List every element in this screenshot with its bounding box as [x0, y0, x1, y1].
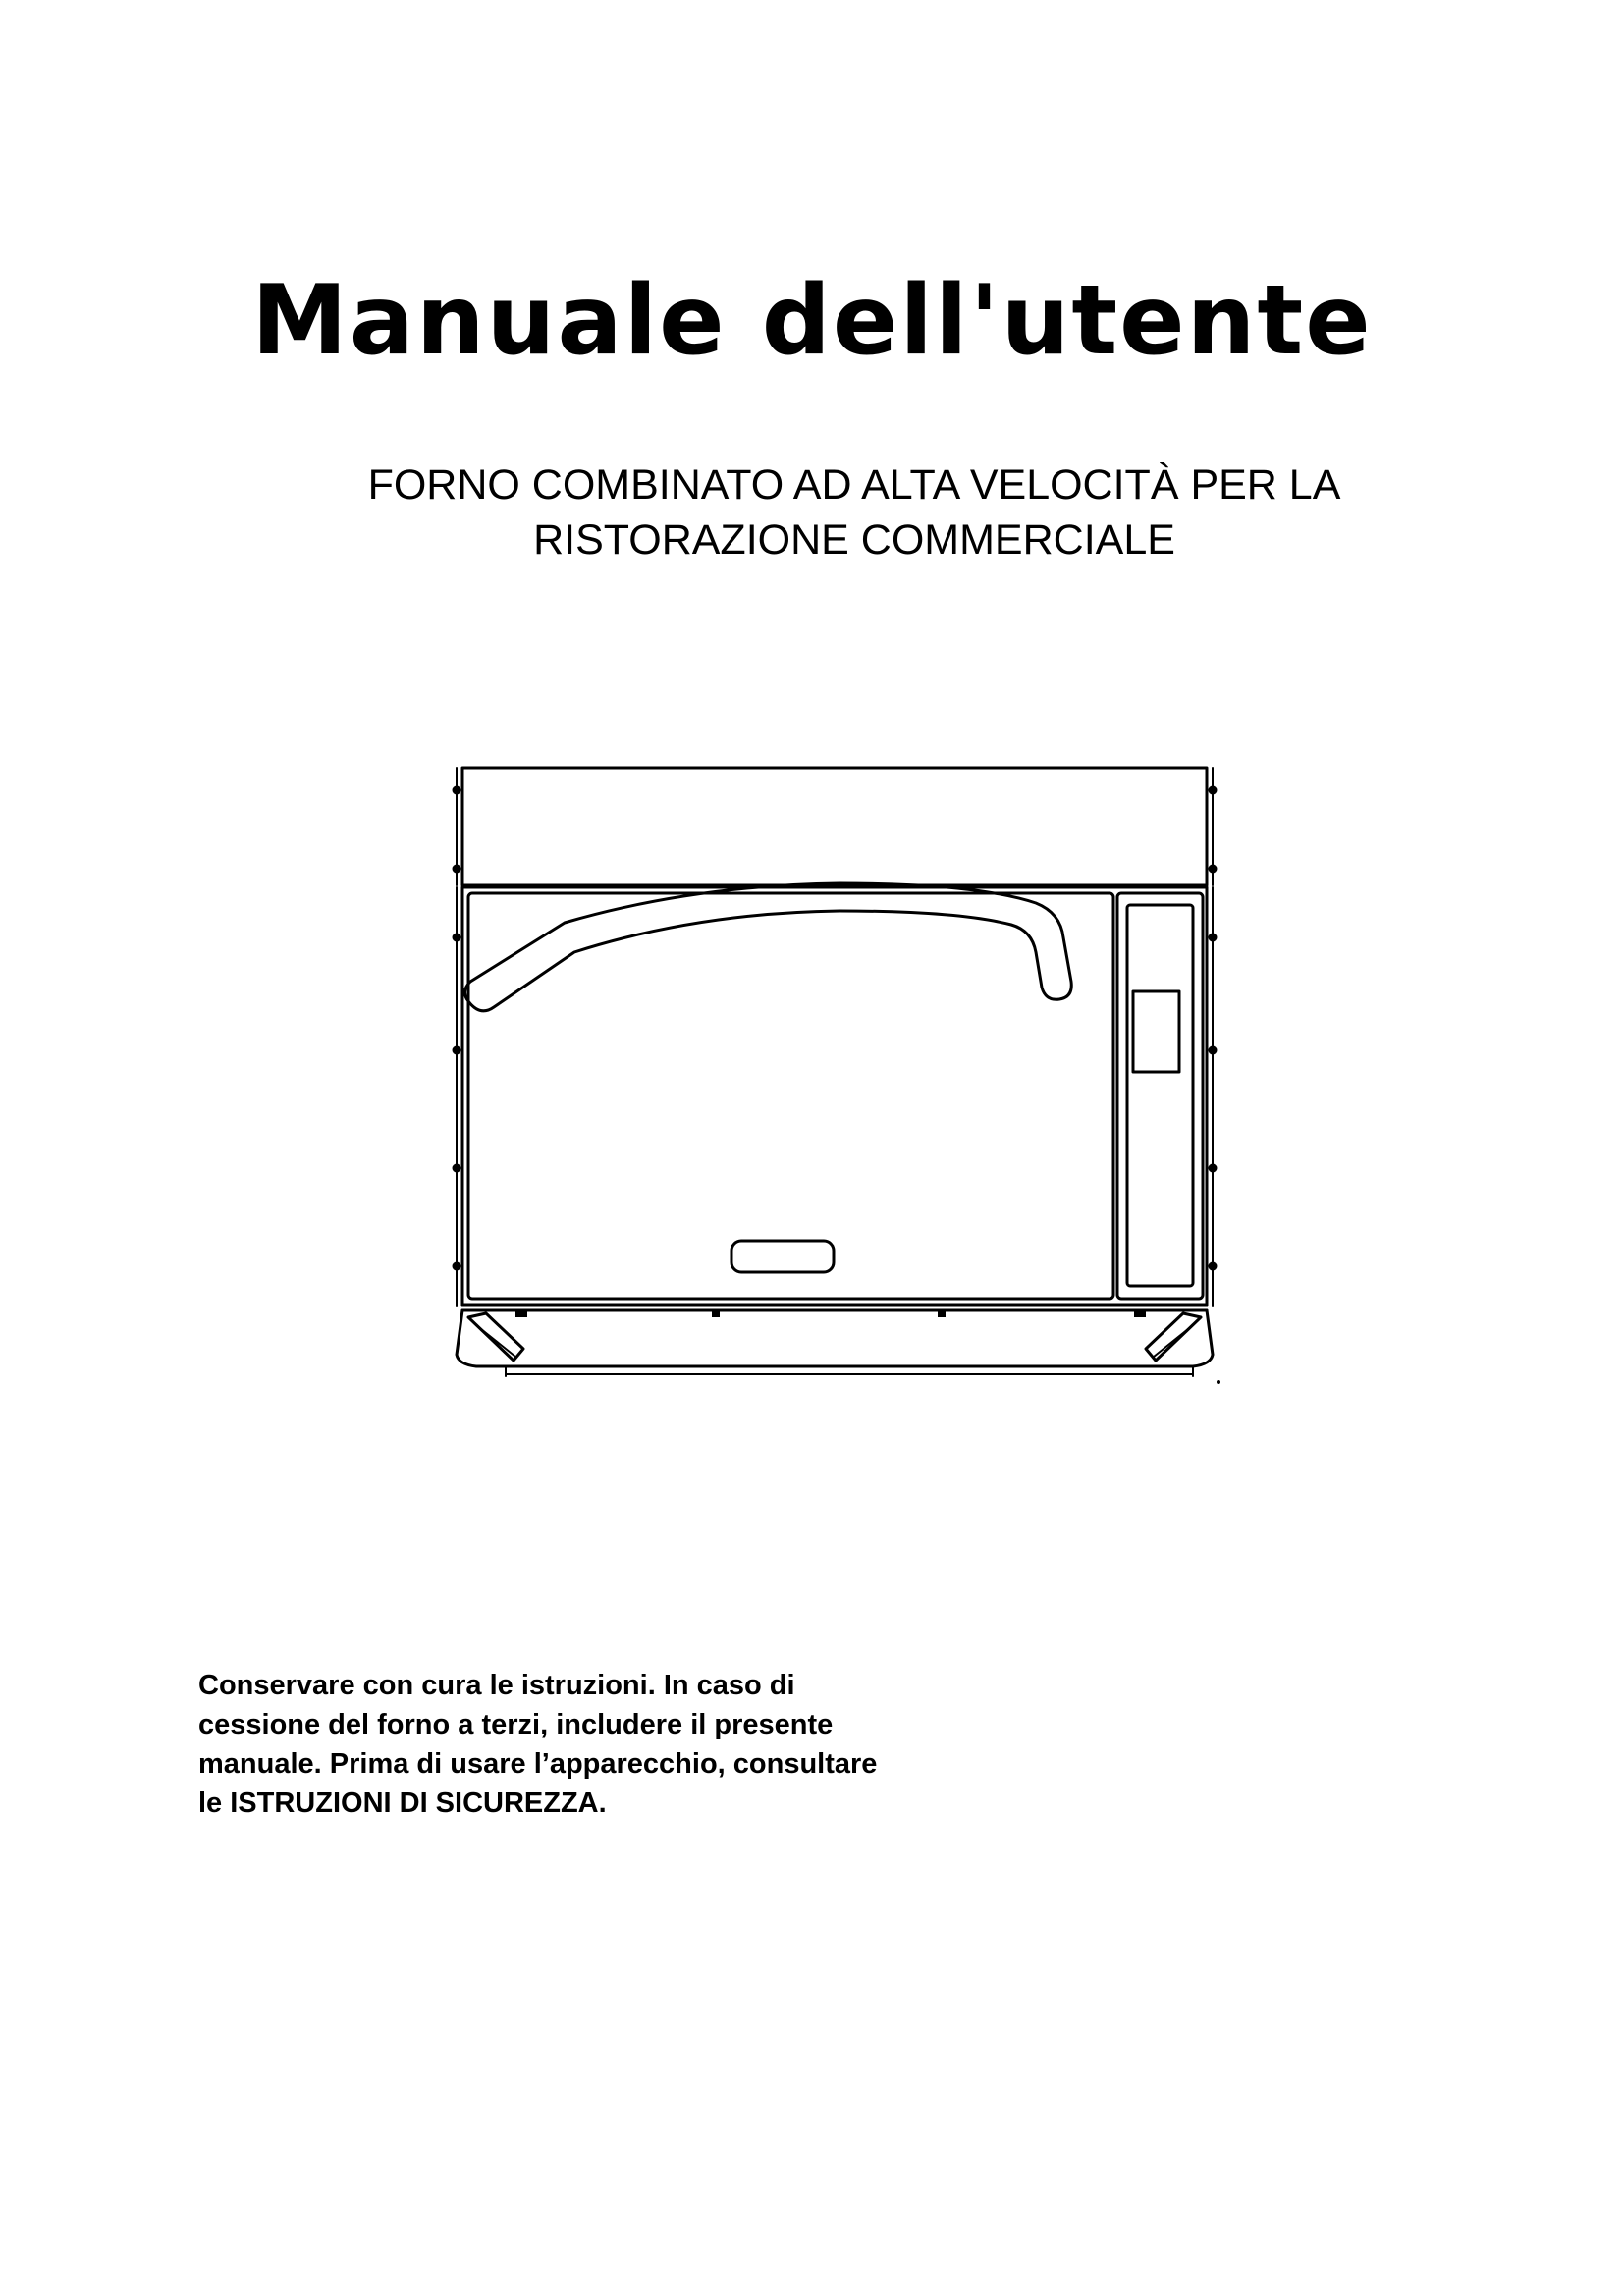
manual-title: Manuale dell'utente: [251, 265, 1373, 377]
subtitle-line-1: FORNO COMBINATO AD ALTA VELOCITÀ PER LA: [367, 461, 1341, 508]
oven-line-drawing-icon: [447, 756, 1222, 1384]
oven-door-handle: [464, 883, 1071, 1011]
oven-door-latch: [731, 1241, 834, 1272]
notice-line-2: cessione del forno a terzi, includere il presente: [198, 1709, 834, 1740]
oven-top-hood: [462, 768, 1207, 885]
notice-line-1: Conservare con cura le istruzioni. In caso di: [198, 1670, 795, 1701]
manual-subtitle: [285, 457, 1424, 567]
oven-display: [1133, 991, 1179, 1072]
oven-control-panel: [1117, 893, 1203, 1299]
notice-line-3: manuale. Prima di usare l’apparecchio, consultare: [198, 1748, 878, 1780]
oven-body: [462, 887, 1207, 1305]
oven-foot-left: [468, 1313, 523, 1361]
oven-control-panel-inner: [1127, 905, 1193, 1286]
oven-door: [468, 893, 1113, 1299]
oven-foot-right: [1146, 1313, 1201, 1361]
notice-line-4: le ISTRUZIONI DI SICUREZZA.: [198, 1788, 607, 1819]
subtitle-line-2: RISTORAZIONE COMMERCIALE: [533, 516, 1175, 563]
safety-notice: [198, 1666, 984, 1823]
oven-bottom-tray: [457, 1310, 1213, 1366]
